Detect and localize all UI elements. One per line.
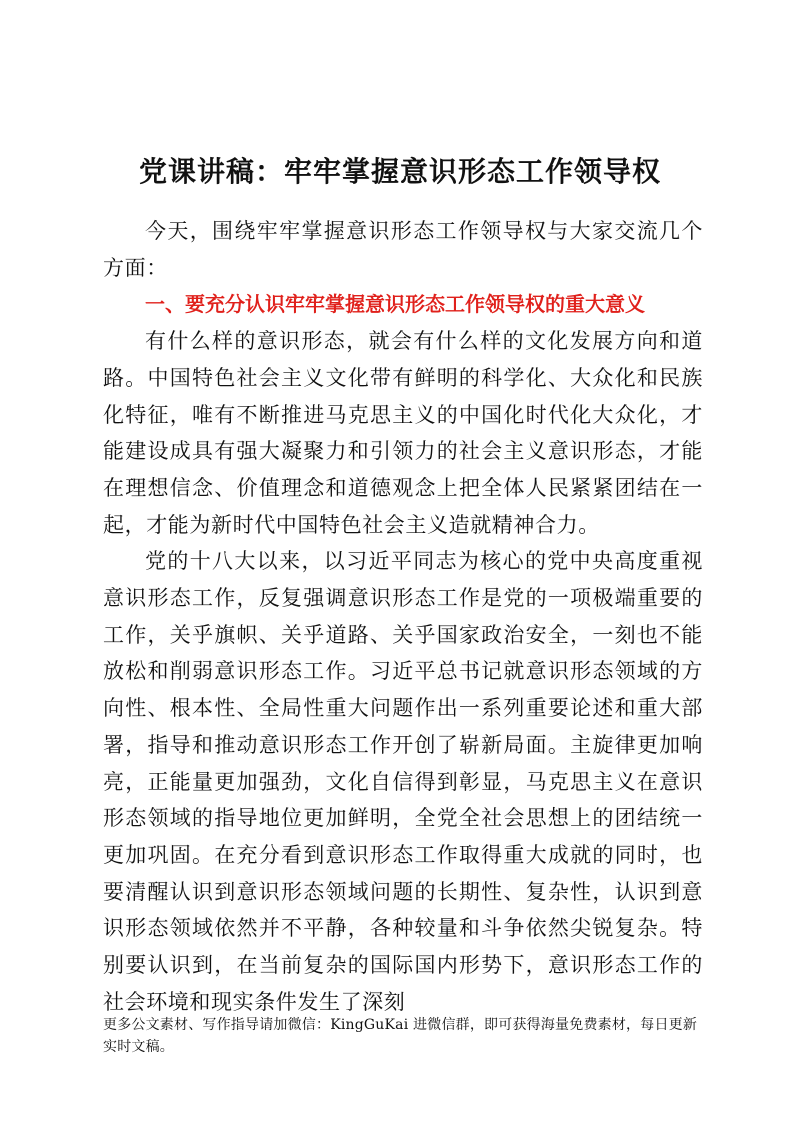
section-heading: 一、要充分认识牢牢掌握意识形态工作领导权的重大意义 <box>145 292 645 317</box>
document-body <box>103 213 703 1020</box>
footer-note: 更多公文素材、写作指导请加微信：KingGuKai 进微信群，即可获得海量免费素材，每日更新实时文稿。 <box>103 1017 698 1055</box>
intro-paragraph: 今天，围绕牢牢掌握意识形态工作领导权与大家交流几个方面： <box>103 219 703 280</box>
document-title: 党课讲稿：牢牢掌握意识形态工作领导权 <box>138 155 661 188</box>
body-paragraph-1: 有什么样的意识形态，就会有什么样的文化发展方向和道路。中国特色社会主义文化带有鲜明的科学化、大众化和民族化特征，唯有不断推进马克思主义的中国化时代化大众化，才能建设成具有强大凝聚力和引领力的社会主义意识形态，才能在理想信念、价值理念和道德观念上把全体人民紧紧团结在一起，才能为新时代中国特色社会主义造就精神合力。 <box>103 329 703 537</box>
body-paragraph-2: 党的十八大以来，以习近平同志为核心的党中央高度重视意识形态工作，反复强调意识形态工作是党的一项极端重要的工作，关乎旗帜、关乎道路、关乎国家政治安全，一刻也不能放松和削弱意识形态工作。习近平总书记就意识形态领域的方向性、根本性、全局性重大问题作出一系列重要论述和重大部署，指导和推动意识形态工作开创了崭新局面。主旋律更加响亮，正能量更加强劲，文化自信得到彰显，马克思主义在意识形态领域的指导地位更加鲜明，全党全社会思想上的团结统一更加巩固。在充分看到意识形态工作取得重大成就的同时，也要清醒认识到意识形态领域问题的长期性、复杂性，认识到意识形态领域依然并不平静，各种较量和斗争依然尖锐复杂。特别要认识到，在当前复杂的国际国内形势下，意识形态工作的社会环境和现实条件发生了深刻 <box>103 549 703 1014</box>
